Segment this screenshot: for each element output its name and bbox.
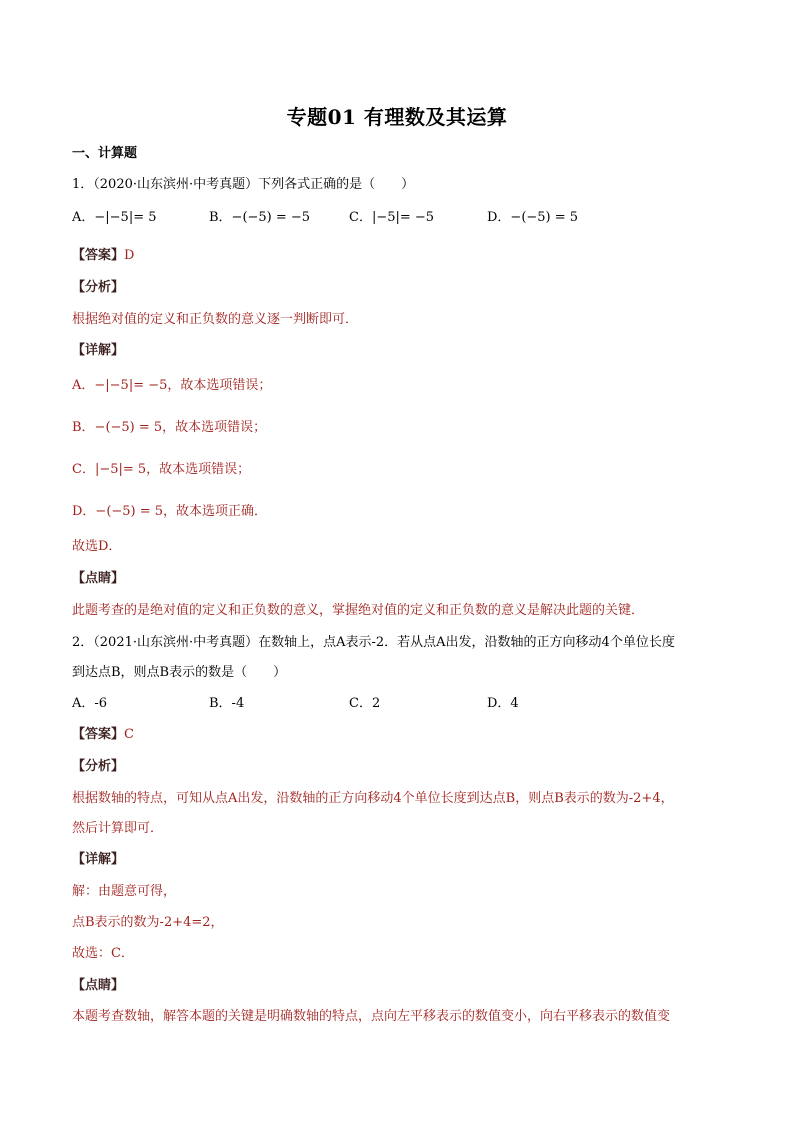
analysis-label: 【分析】 [72,759,125,774]
q2-option-d: D．4 [487,696,519,711]
q1-option-a: A．−|−5|= 5 [72,210,157,225]
detail-label: 【详解】 [72,852,125,867]
q2-detail-line3: 故选：C． [72,946,134,961]
q2-option-a: A．-6 [72,696,108,711]
answer-value: D [124,248,135,263]
q2-stem-line1: 2．（2021·山东滨州·中考真题）在数轴上，点A表示-2．若从点A出发，沿数轴的正方向移动4个单位长度 [72,635,675,650]
q1-detail-d: D．−(−5) = 5，故本选项正确． [72,504,268,519]
q2-detail-line1: 解：由题意可得， [72,884,177,899]
detail-label: 【详解】 [72,343,125,358]
comment-label: 【点睛】 [72,978,125,993]
answer-label: 【答案】 [72,727,125,742]
analysis-label: 【分析】 [72,280,125,295]
comment-label: 【点睛】 [72,571,125,586]
answer-value: C [124,727,134,742]
q2-analysis-line1: 根据数轴的特点，可知从点A出发，沿数轴的正方向移动4个单位长度到达点B，则点B表示的数为-2+4， [72,791,674,806]
q2-analysis-line2: 然后计算即可． [72,821,164,836]
q1-comment: 此题考查的是绝对值的定义和正负数的意义，掌握绝对值的定义和正负数的意义是解决此题的关键． [72,603,645,618]
q1-detail-c: C．|−5|= 5，故本选项错误； [72,462,251,477]
q1-option-c: C．|−5|= −5 [349,210,435,225]
page-title: 专题01 有理数及其运算 [286,105,508,129]
q2-option-b: B．-4 [209,696,245,711]
q1-answer-row [72,247,134,265]
q1-choose: 故选D． [72,539,122,554]
q1-detail-a: A．−|−5|= −5，故本选项错误； [72,378,272,393]
q1-option-b: B．−(−5) = −5 [209,210,311,225]
q1-analysis: 根据绝对值的定义和正负数的意义逐一判断即可． [72,312,359,327]
q2-detail-line2: 点B表示的数为-2+4=2， [72,915,224,930]
q2-answer-row [72,726,134,744]
q2-comment: 本题考查数轴，解答本题的关键是明确数轴的特点，点向左平移表示的数值变小，向右平移表示的数值变 [72,1009,671,1024]
q2-stem-line2: 到达点B，则点B表示的数是（ ） [72,665,287,680]
section-heading: 一、计算题 [72,146,138,161]
answer-label: 【答案】 [72,248,125,263]
q2-option-c: C．2 [349,696,381,711]
q1-stem: 1．（2020·山东滨州·中考真题）下列各式正确的是（ ） [72,177,415,192]
q1-option-d: D．−(−5) = 5 [487,210,579,225]
q1-detail-b: B．−(−5) = 5，故本选项错误； [72,420,267,435]
